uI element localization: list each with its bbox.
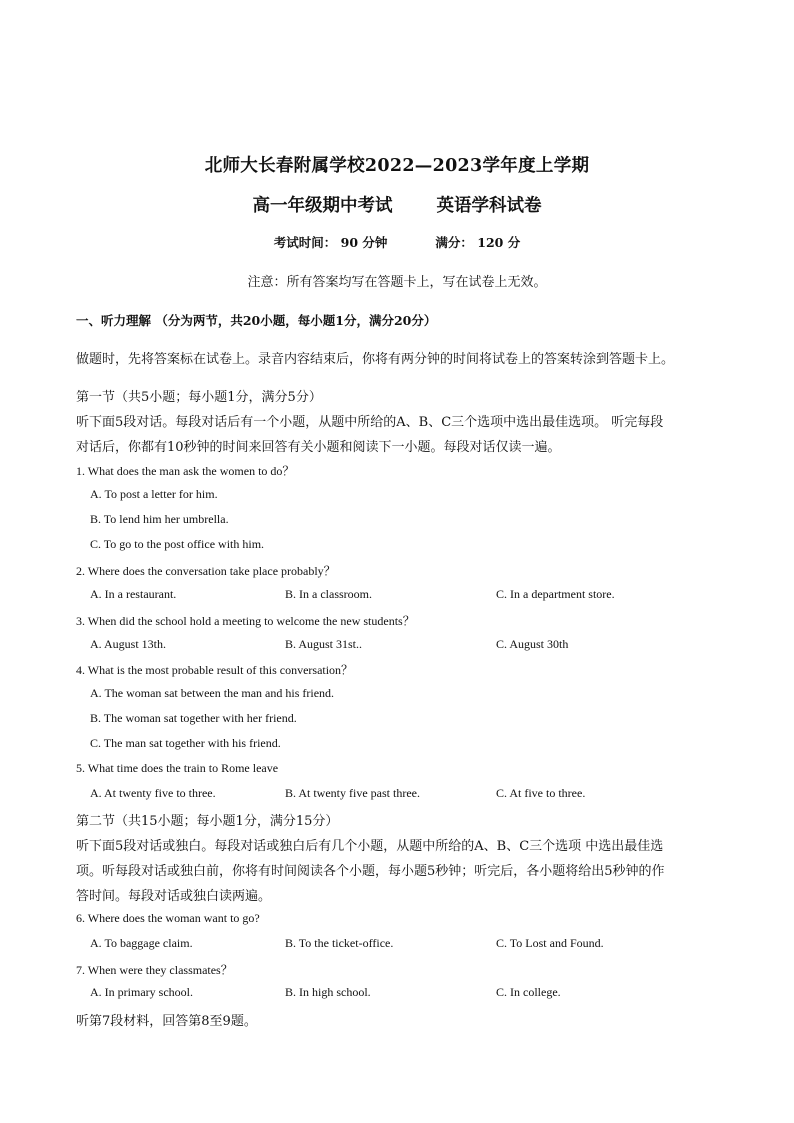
option-c: C. The man sat together with his friend. <box>90 736 281 750</box>
option-a: A. To post a letter for him. <box>90 487 218 501</box>
section1-instruction-1: 听下面5段对话。每段对话后有一个小题，从题中所给的A、B、C三个选项中选出最佳选项。 听完每段 <box>76 415 664 430</box>
option-c: C. To Lost and Found. <box>496 936 604 950</box>
question-stem: 2. Where does the conversation take place probably？ <box>76 564 336 578</box>
exam-score: 满分： 120 分 <box>435 235 521 250</box>
option-a: A. The woman sat between the man and his friend. <box>90 686 335 700</box>
section2-heading: 第二节（共15小题；每小题1分，满分15分） <box>76 814 339 829</box>
option-a: A. At twenty five to three. <box>90 786 216 800</box>
question-stem: 1. What does the man ask the women to do？ <box>76 464 295 478</box>
material-instruction: 听第7段材料，回答第8至9题。 <box>76 1014 257 1029</box>
option-b: B. To the ticket-office. <box>285 936 394 950</box>
exam-notice: 注意：所有答案均写在答题卡上，写在试卷上无效。 <box>247 275 547 290</box>
option-c: C. August 30th <box>496 637 569 651</box>
section2-instruction-1: 听下面5段对话或独白。每段对话或独白后有几个小题，从题中所给的A、B、C三个选项 中选出最佳选 <box>76 839 664 854</box>
option-c: C. In a department store. <box>496 587 615 601</box>
option-a: A. To baggage claim. <box>90 936 193 950</box>
section2-instruction-3: 答时间。每段对话或独白读两遍。 <box>76 889 272 904</box>
section2-instruction-2: 项。听每段对话或独白前，你将有时间阅读各个小题，每小题5秒钟；听完后，各小题将给出5秒钟的作 <box>76 864 665 879</box>
option-b: B. At twenty five past three. <box>285 786 420 800</box>
exam-subject: 英语学科试卷 <box>436 196 542 216</box>
section1-instruction-2: 对话后，你都有10秒钟的时间来回答有关小题和阅读下一小题。每段对话仅读一遍。 <box>76 440 561 455</box>
exam-grade: 高一年级期中考试 <box>252 196 393 216</box>
option-b: B. In a classroom. <box>285 587 372 601</box>
question-stem: 3. When did the school hold a meeting to welcome the new students？ <box>76 614 415 628</box>
option-b: B. August 31st.. <box>285 637 363 651</box>
exam-time: 考试时间： 90 分钟 <box>273 235 388 250</box>
option-c: C. To go to the post office with him. <box>90 537 265 551</box>
section1-heading: 第一节（共5小题；每小题1分，满分5分） <box>76 390 322 405</box>
option-a: A. In primary school. <box>90 985 193 999</box>
question-stem: 5. What time does the train to Rome leave <box>76 761 279 775</box>
option-a: A. In a restaurant. <box>90 587 177 601</box>
option-b: B. The woman sat together with her friend. <box>90 711 297 725</box>
exam-title: 北师大长春附属学校2022—2023学年度上学期 <box>204 156 590 176</box>
part1-heading: 一、听力理解 （分为两节，共20小题，每小题1分，满分20分） <box>76 313 437 328</box>
option-c: C. At five to three. <box>496 786 586 800</box>
option-a: A. August 13th. <box>90 637 167 651</box>
exam-subtitle <box>0 192 794 217</box>
option-b: B. To lend him her umbrella. <box>90 512 229 526</box>
exam-info <box>0 233 794 251</box>
option-b: B. In high school. <box>285 985 371 999</box>
part1-instruction: 做题时，先将答案标在试卷上。录音内容结束后，你将有两分钟的时间将试卷上的答案转涂到答题卡上。 <box>76 352 675 367</box>
question-stem: 6. Where does the woman want to go? <box>76 911 260 925</box>
question-stem: 7. When were they classmates？ <box>76 963 233 977</box>
option-c: C. In college. <box>496 985 561 999</box>
question-stem: 4. What is the most probable result of this conversation？ <box>76 663 354 677</box>
